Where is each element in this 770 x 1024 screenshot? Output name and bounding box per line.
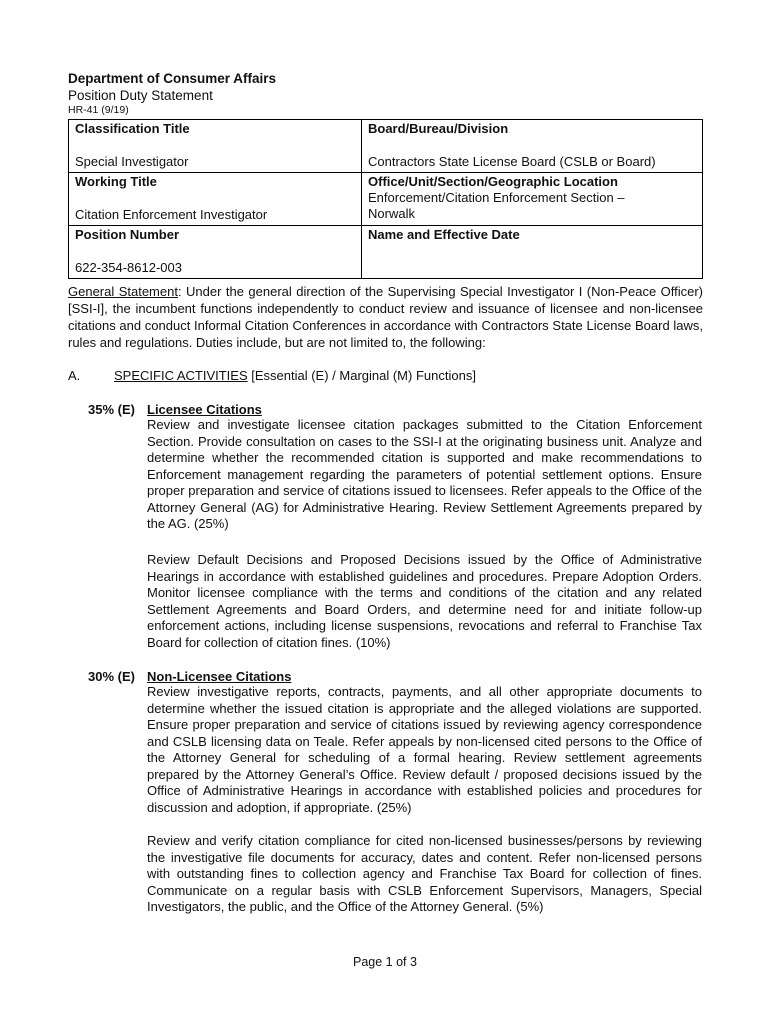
item-paragraph: Review and investigate licensee citation packages submitted to the Citation Enforcement Section. Provide consultation on cases to the SSI-I at the originating business unit. Analyze and determine whether the recommended citation is supported and make recommendations to Enforcement management regarding the parameters of potential settlement options. Ensure proper preparation and service of citations issued to licensees. Refer appeals to the Office of the Attorney General (AG) for Administrative Hearing. Review Settlement Agreements prepared by the AG. (25%) — [147, 417, 702, 531]
item-paragraph: Review Default Decisions and Proposed Decisions issued by the Office of Administrative Hearings in accordance with established guidelines and procedures. Prepare Adoption Orders. Monitor licensee compliance with the terms and conditions of the citation and any related Settlement Agreements and Board Orders, and determine need for and initiate follow-up enforcement actions, including license suspensions, revocations and referral to Franchise Tax Board for collection of citation fines. (10%) — [147, 552, 702, 650]
working-title-value: Citation Enforcement Investigator — [75, 207, 268, 222]
working-title-cell — [69, 173, 362, 226]
section-a-suffix: [Essential (E) / Marginal (M) Functions] — [247, 368, 476, 383]
department-title: Department of Consumer Affairs — [68, 71, 277, 86]
item-heading — [88, 402, 262, 417]
item-percent: 30% (E) — [88, 669, 135, 684]
working-title-label: Working Title — [75, 174, 157, 189]
item-paragraph: Review investigative reports, contracts, payments, and all other appropriate documents to determine whether the issued citation is appropriate and the alleged violations are supported. Ensure proper preparation and service of citations issued by reviewing agency correspondence and CSLB licensing data on Teale. Refer appeals by non-licensed cited persons to the Office of the Attorney General for scheduling of a formal hearing. Review settlement agreements prepared by the Attorney General’s Office. Review default / proposed decisions issued by the Office of Administrative Hearings in accordance with established policies and procedures for discussion and adoption, if appropriate. (25%) — [147, 684, 702, 815]
office-value-line2: Norwalk — [368, 206, 415, 221]
page-number: Page 1 of 3 — [353, 955, 417, 969]
classification-title-label: Classification Title — [75, 121, 190, 136]
name-date-label: Name and Effective Date — [368, 227, 520, 242]
name-date-cell — [362, 226, 703, 279]
office-value-line1: Enforcement/Citation Enforcement Section – — [368, 190, 625, 205]
board-cell — [362, 120, 703, 173]
position-number-value: 622-354-8612-003 — [75, 260, 182, 275]
form-number: HR-41 (9/19) — [68, 104, 129, 116]
section-a-letter: A. — [68, 368, 81, 383]
document-title: Position Duty Statement — [68, 88, 213, 103]
item-title: Non-Licensee Citations — [147, 669, 292, 684]
section-a-title: SPECIFIC ACTIVITIES — [114, 368, 248, 383]
classification-cell — [69, 120, 362, 173]
office-cell — [362, 173, 703, 226]
board-value: Contractors State License Board (CSLB or Board) — [368, 154, 656, 169]
classification-title-value: Special Investigator — [75, 154, 189, 169]
board-label: Board/Bureau/Division — [368, 121, 509, 136]
position-info-table — [68, 119, 703, 279]
general-statement — [68, 283, 703, 351]
general-statement-label: General Statement — [68, 284, 178, 299]
item-paragraph: Review and verify citation compliance for cited non-licensed businesses/persons by reviewing the investigative file documents for accuracy, dates and content. Refer non-licensed persons with outstanding fines to collection agency and Franchise Tax Board for collection of fines. Communicate on a regular basis with CSLB Enforcement Supervisors, Managers, Special Investigators, the public, and the Office of the Attorney General. (5%) — [147, 833, 702, 914]
item-heading — [88, 669, 291, 684]
item-title: Licensee Citations — [147, 402, 262, 417]
general-statement-text: : Under the general direction of the Supervising Special Investigator I (Non-Peace Officer) [SSI-I], the incumbent functions independently to conduct review and issuance of licensee and non-licensee citations and conduct Informal Citation Conferences in accordance with Contractors State License Board laws, rules and regulations. Duties include, but are not limited to, the following: — [68, 284, 703, 350]
section-a-heading — [68, 368, 476, 383]
office-label: Office/Unit/Section/Geographic Location — [368, 174, 618, 189]
position-number-label: Position Number — [75, 227, 180, 242]
item-percent: 35% (E) — [88, 402, 135, 417]
position-number-cell — [69, 226, 362, 279]
